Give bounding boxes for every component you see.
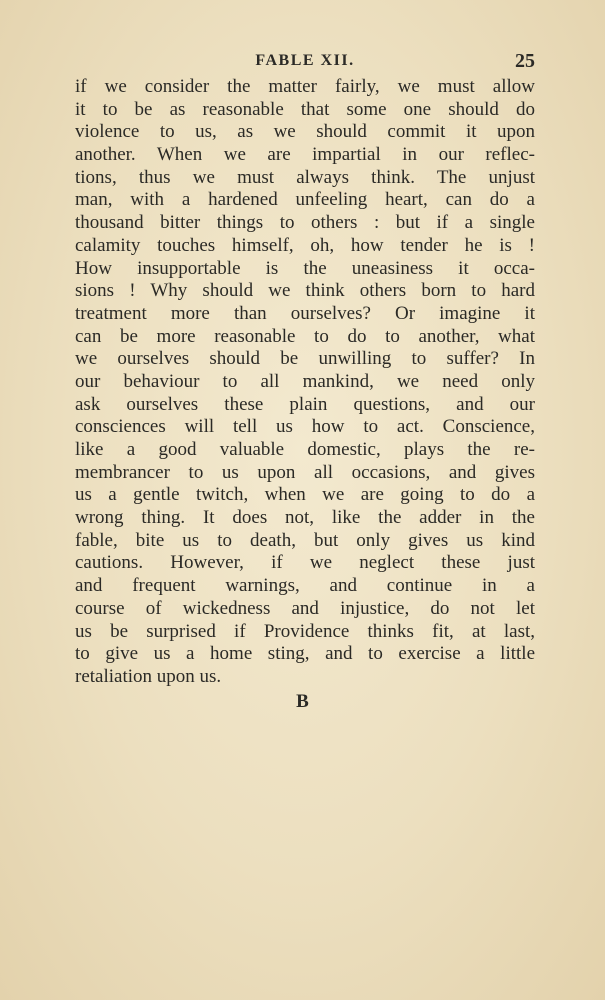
text-line: man, with a hardened unfeeling heart, can do a (75, 189, 535, 211)
text-line: tions, thus we must always think. The unjust (75, 166, 535, 188)
text-line: wrong thing. It does not, like the adder in the (75, 507, 535, 529)
text-line: violence to us, as we should commit it upon (75, 121, 535, 143)
text-line: our behaviour to all mankind, we need only (75, 370, 535, 392)
running-title: FABLE XII. (255, 52, 355, 69)
text-line: to give us a home sting, and to exercise a little (75, 643, 535, 665)
text-line: thousand bitter things to others : but if a single (75, 212, 535, 234)
text-line: ask ourselves these plain questions, and our (75, 393, 535, 415)
text-line: treatment more than ourselves? Or imagine it (75, 302, 535, 324)
text-line: How insupportable is the uneasiness it occa- (75, 257, 535, 279)
text-line: calamity touches himself, oh, how tender he is ! (75, 234, 535, 256)
text-line: cautions. However, if we neglect these just (75, 552, 535, 574)
text-line: if we consider the matter fairly, we must allow (75, 76, 535, 97)
text-line: membrancer to us upon all occasions, and gives (75, 461, 535, 483)
text-line: another. When we are impartial in our reflec- (75, 144, 535, 166)
text-line: course of wickedness and injustice, do not let (75, 597, 535, 619)
text-line: can be more reasonable to do to another, what (75, 325, 535, 347)
signature-mark: B (296, 691, 309, 712)
text-line: we ourselves should be unwilling to suffer? In (75, 348, 535, 370)
text-line: consciences will tell us how to act. Conscience, (75, 416, 535, 438)
page-number: 25 (515, 50, 535, 72)
text-line: sions ! Why should we think others born to hard (75, 280, 535, 302)
text-line: like a good valuable domestic, plays the re- (75, 439, 535, 460)
page-header (75, 46, 535, 76)
text-line-last: retaliation upon us. (75, 665, 222, 687)
text-line: us be surprised if Providence thinks fit, at last, (75, 620, 535, 642)
text-line: it to be as reasonable that some one should do (75, 98, 535, 120)
text-line: and frequent warnings, and continue in a (75, 575, 535, 597)
text-line: us a gentle twitch, when we are going to do a (75, 484, 535, 506)
text-line: fable, bite us to death, but only gives us kind (75, 529, 535, 551)
body-text (75, 76, 535, 689)
